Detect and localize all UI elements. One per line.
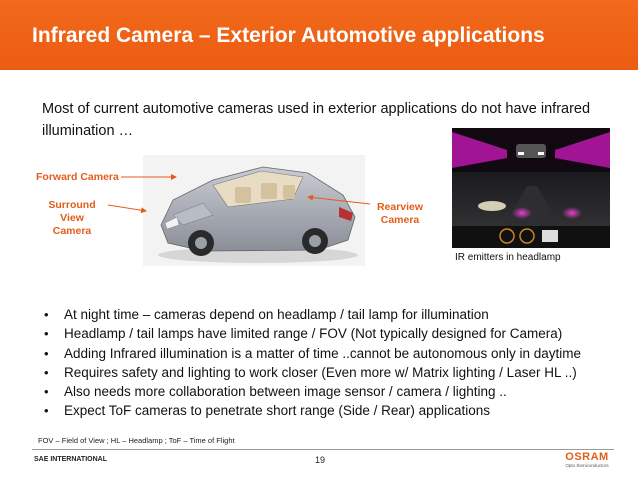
page-number: 19	[314, 455, 325, 465]
bullet-item	[44, 344, 634, 363]
bullet-item	[44, 382, 634, 401]
bullet-dot: •	[44, 307, 49, 322]
bullet-text: At night time – cameras depend on headlamp / tail lamp for illumination	[64, 307, 489, 322]
ir-caption: IR emitters in headlamp	[455, 252, 561, 263]
bullet-text: Requires safety and lighting to work closer (Even more w/ Matrix lighting / Laser HL ..)	[64, 364, 577, 380]
bullet-text: Expect ToF cameras to penetrate short range (Side / Rear) applications	[64, 403, 490, 419]
rearview-camera-label: Rearview Camera	[376, 201, 424, 226]
bullet-dot: •	[44, 384, 49, 400]
rearview-camera-arrow	[308, 197, 370, 204]
bullet-item	[44, 324, 634, 343]
night-scene	[452, 128, 610, 248]
ir-headlamp-image	[452, 128, 610, 248]
bullet-item	[44, 305, 634, 324]
forward-camera-label: Forward Camera	[36, 171, 119, 183]
bullet-text: Also needs more collaboration between image sensor / camera / lighting ..	[64, 384, 507, 400]
bullet-dot: •	[44, 364, 49, 380]
logo-subtitle: Opto Semiconductors	[565, 463, 609, 468]
bullet-item	[44, 401, 634, 420]
bullet-dot: •	[44, 403, 49, 419]
logo-wordmark: OSRAM	[565, 451, 609, 463]
surround-view-camera-label: Surround View Camera	[48, 199, 96, 237]
bullet-text: Headlamp / tail lamps have limited range / FOV (Not typically designed for Camera)	[64, 326, 563, 342]
slide-title: Infrared Camera – Exterior Automotive applications	[32, 24, 545, 47]
footnote: FOV – Field of View ; HL – Headlamp ; ToF – Time of Flight	[38, 436, 235, 445]
bullet-dot: •	[44, 326, 49, 342]
bullet-text: Adding Infrared illumination is a matter of time ..cannot be autonomous only in daytime	[64, 345, 582, 361]
footer-org: SAE INTERNATIONAL	[34, 456, 107, 463]
bullet-list	[44, 305, 634, 421]
bullet-item	[44, 363, 634, 382]
osram-logo	[557, 451, 617, 469]
intro-text: Most of current automotive cameras used in exterior applications do not have infrared illumination …	[42, 101, 591, 139]
bullet-dot: •	[44, 345, 49, 361]
surround-camera-arrow	[108, 205, 146, 211]
footer-divider	[32, 449, 614, 450]
